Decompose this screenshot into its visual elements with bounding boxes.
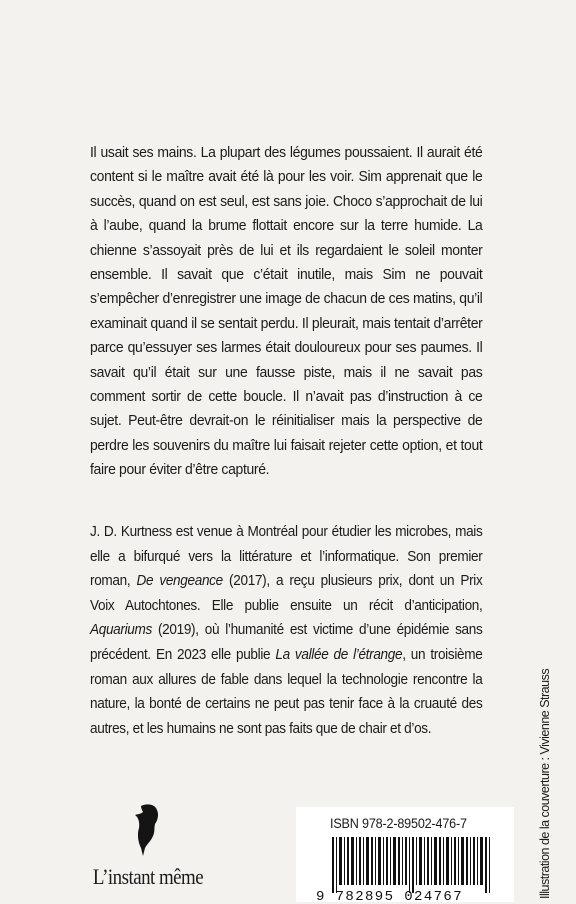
excerpt-paragraph [90,141,482,483]
illustration-credit: Illustration de la couverture : Vivienne Strauss [538,668,552,899]
crow-icon [133,802,163,858]
bio-part-2: (2017), a reçu plusieurs prix, dont un Prix Voix Autochtones. Elle publie ensuite un récit d’anticipation, [90,573,483,614]
book-title-1: De vengeance [136,573,223,590]
barcode [296,833,514,902]
publisher-name: L’instant même [92,864,204,889]
publisher-logo [78,802,218,892]
bio-part-3: (2019), où l’humanité est victime d’une épidémie sans précédent. En 2023 elle publie [90,622,483,663]
book-title-2: Aquariums [90,622,152,639]
barcode-digits: 9 782895 024767 [316,889,464,902]
excerpt-text: Il usait ses mains. La plupart des légumes poussaient. Il aurait été content si le maître avait été là pour les voir. Sim apprenait que le succès, quand on est seul, est sans joie. Choco s’approchait de lui à l’aube, quand la brume flottait encore sur la terre humide. La chienne s’assoyait près de lui et ils regardaient le soleil monter ensemble. Il savait que c’était inutile, mais Sim ne pouvait s’empêcher d’enregistrer une image de chacun de ces matins, qu’il examinait quand il se sentait perdu. Il pleurait, mais tentait d’arrêter parce qu’essuyer ses larmes était douloureux pour ses paumes. Il savait qu’il était sur une fausse piste, mais il ne savait pas comment sortir de cette boucle. Il n’avait pas d’instruction à ce sujet. Peut-être devrait-on le réinitialiser mais la perspective de perdre les souvenirs du maître lui faisait rejeter cette option, et tout faire pour éviter d’être capturé. [90,144,483,479]
book-title-3: La vallée de l’étrange [275,646,403,663]
bio-part-1: J. D. Kurtness est venue à Montréal pour étudier les microbes, mais elle a bifurqué vers la littérature et l’informatique. Son premier roman, [90,524,483,590]
author-bio [90,520,482,741]
isbn-label: ISBN 978-2-89502-476-7 [330,815,467,831]
author-bio-text [90,520,482,741]
bio-part-4: , un troisième roman aux allures de fable dans lequel la technologie rencontre la nature, la bonté de certains ne peut pas tenir face à la cruauté des autres, et les humains ne sont pas faits que de chair et d’os. [90,646,483,737]
isbn-barcode-block [296,807,514,902]
